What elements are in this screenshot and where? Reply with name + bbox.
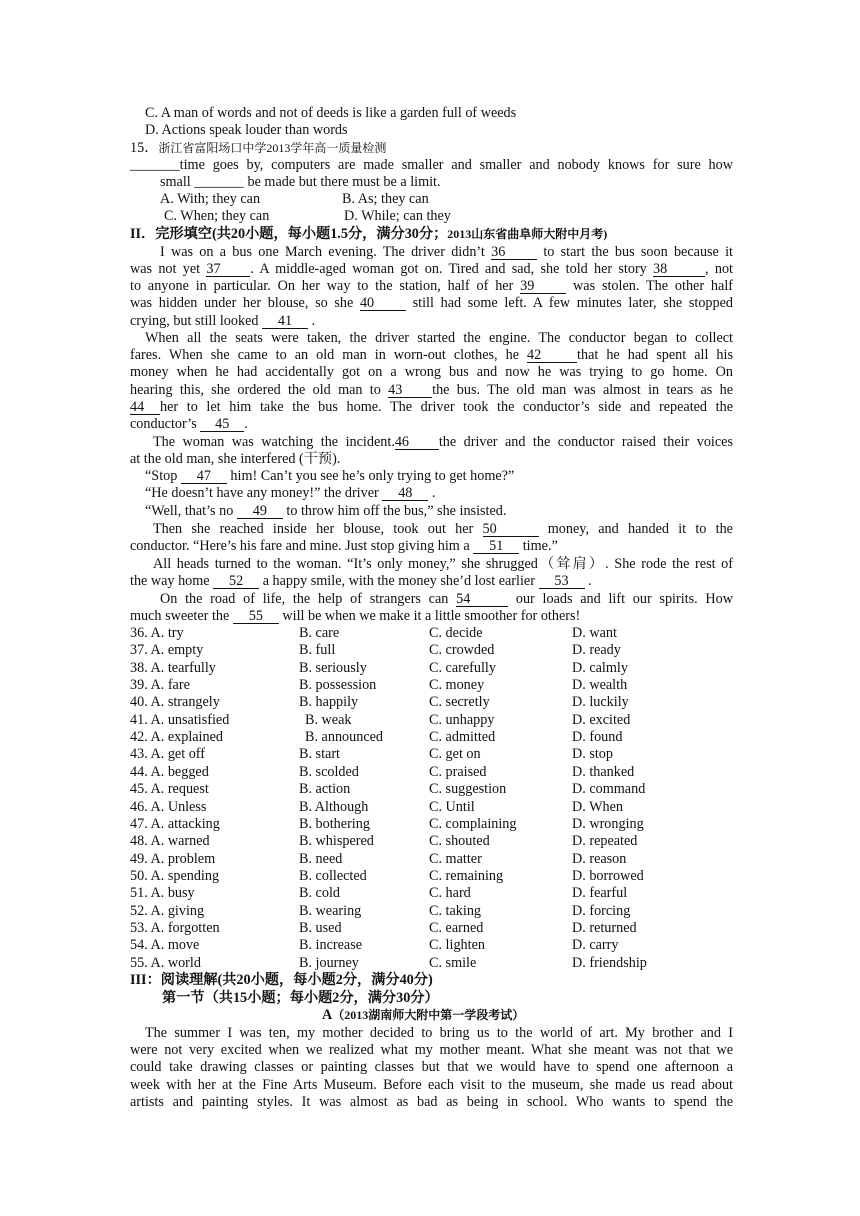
option-c: C. remaining	[429, 867, 504, 884]
question-source: 浙江省富阳场口中学2013学年高一质量检测	[158, 141, 387, 155]
option-d: D. command	[572, 781, 646, 798]
cloze-line: All heads turned to the woman. “It’s only money,” she shrugged（耸肩）. She rode the rest of	[153, 556, 733, 572]
option-d: D. returned	[572, 919, 637, 936]
option-c-line: C. A man of words and not of deeds is like a garden full of weeds	[145, 105, 517, 121]
option-a: 51. A. busy	[130, 885, 195, 902]
cloze-line: “Well, that’s no 49 to throw him off the bus,” she insisted.	[145, 503, 507, 519]
option-b: B. need	[299, 850, 343, 867]
option-b: B. start	[299, 746, 340, 763]
option-c: C. carefully	[429, 659, 496, 676]
option-b: B. full	[299, 642, 336, 659]
question-number: 15．	[130, 140, 159, 156]
cloze-line: On the road of life, the help of strangers can 54 our loads and lift our spirits. How	[160, 591, 733, 607]
option-d: D. repeated	[572, 833, 638, 850]
option-d: D. calmly	[572, 659, 628, 676]
option-d: D. excited	[572, 711, 631, 728]
option-c: C. decide	[429, 625, 483, 641]
blank-53: 53	[539, 574, 585, 589]
option-d: D. wronging	[572, 815, 644, 832]
option-c: C. unhappy	[429, 711, 495, 728]
blank-55: 55	[233, 609, 279, 624]
option-b: B. scolded	[299, 763, 359, 780]
cloze-line: “He doesn’t have any money!” the driver 48 .	[145, 485, 436, 501]
section-3-heading: III：阅读理解(共20小题，每小题2分，满分40分)	[130, 972, 433, 988]
cloze-line: the way home 52 a happy smile, with the money she’d lost earlier 53 .	[130, 573, 592, 589]
option-a: 40. A. strangely	[130, 694, 220, 711]
option-c: C. praised	[429, 763, 487, 780]
cloze-line: at the old man, she interfered (干预).	[130, 451, 341, 467]
q15-option-a: A. With; they can	[160, 191, 261, 207]
blank-37: 37	[206, 262, 250, 277]
blank-52: 52	[213, 574, 259, 589]
option-d: D. ready	[572, 642, 621, 659]
question-15-line-1: _______time goes by, computers are made smaller and smaller and nobody knows for sure how	[130, 157, 733, 173]
option-c: C. get on	[429, 746, 481, 763]
reading-line: week with her at the Fine Arts Museum. Before each visit to the museum, she made us read about	[130, 1077, 733, 1093]
option-c: C. smile	[429, 954, 477, 971]
option-a: 48. A. warned	[130, 833, 210, 850]
blank-46: 46	[395, 435, 439, 450]
blank-49: 49	[237, 504, 283, 519]
cloze-line: money when he had accidentally got on a wrong bus and now he was trying to go home. On	[130, 364, 733, 380]
reading-line: were not very excited when we realized what my mother meant. What she meant was not that we	[130, 1042, 733, 1058]
option-c: C. lighten	[429, 937, 485, 954]
option-a: 54. A. move	[130, 937, 200, 954]
q15-option-d: D. While; can they	[344, 208, 451, 224]
option-b: B. cold	[299, 885, 340, 902]
cloze-line: 44 her to let him take the bus home. The driver took the conductor’s side and repeated the	[130, 399, 733, 415]
blank-43: 43	[388, 383, 432, 398]
question-15-line-2: small _______ be made but there must be a limit.	[160, 174, 441, 190]
option-a: 53. A. forgotten	[130, 919, 220, 936]
reading-line: artists and painting styles. It was almost as bad as being in school. Who wants to spend the	[130, 1094, 733, 1110]
blank-44: 44	[130, 400, 160, 415]
passage-label: A（2013湖南师大附中第一学段考试）	[322, 1007, 525, 1023]
option-b: B. journey	[299, 954, 359, 971]
option-b: B. bothering	[299, 815, 370, 832]
option-c: C. hard	[429, 885, 471, 902]
option-d: D. want	[572, 625, 617, 641]
blank-45: 45	[200, 417, 244, 432]
option-a: 47. A. attacking	[130, 815, 220, 832]
option-d-line: D. Actions speak louder than words	[145, 122, 348, 138]
option-c: C. matter	[429, 850, 482, 867]
option-a: 36. A. try	[130, 625, 184, 641]
section-3-subheading: 第一节（共15小题；每小题2分，满分30分）	[162, 990, 439, 1006]
option-a: 50. A. spending	[130, 867, 220, 884]
option-d: D. friendship	[572, 954, 647, 971]
option-c: C. Until	[429, 798, 475, 815]
cloze-line: crying, but still looked 41 .	[130, 313, 316, 329]
option-d: D. stop	[572, 746, 613, 763]
option-d: D. luckily	[572, 694, 629, 711]
cloze-line: I was on a bus one March evening. The driver didn’t 36 to start the bus soon because it	[160, 244, 734, 260]
option-c: C. crowded	[429, 642, 495, 659]
cloze-line: conductor. “Here’s his fare and mine. Just stop giving him a 51 time.”	[130, 538, 558, 554]
cloze-line: fares. When she came to an old man in worn-out clothes, he 42 that he had spent all his	[130, 347, 733, 363]
option-b: B. seriously	[299, 659, 367, 676]
option-c: C. admitted	[429, 729, 496, 746]
blank-40: 40	[360, 296, 406, 311]
option-d: D. When	[572, 798, 623, 815]
option-a: 38. A. tearfully	[130, 659, 216, 676]
option-a: 49. A. problem	[130, 850, 216, 867]
option-c: C. complaining	[429, 815, 517, 832]
cloze-line: When all the seats were taken, the driver started the engine. The conductor began to collect	[145, 330, 733, 346]
option-d: D. wealth	[572, 677, 628, 694]
option-a: 37. A. empty	[130, 642, 204, 659]
option-b: B. wearing	[299, 902, 362, 919]
cloze-line: The woman was watching the incident.46 the driver and the conductor raised their voices	[153, 434, 733, 450]
option-a: 46. A. Unless	[130, 798, 207, 815]
cloze-line: much sweeter the 55 will be when we make it a little smoother for others!	[130, 608, 581, 624]
option-b: B. care	[299, 625, 340, 641]
option-b: B. happily	[299, 694, 359, 711]
option-b: B. action	[299, 781, 351, 798]
blank-41: 41	[262, 314, 308, 329]
option-b: B. announced	[305, 729, 384, 746]
option-c: C. earned	[429, 919, 484, 936]
option-c: C. shouted	[429, 833, 490, 850]
option-c: C. money	[429, 677, 485, 694]
blank-39: 39	[520, 279, 566, 294]
option-b: B. collected	[299, 867, 367, 884]
option-c: C. suggestion	[429, 781, 507, 798]
cloze-line: conductor’s 45 .	[130, 416, 248, 432]
section-2-heading: II．完形填空(共20小题，每小题1.5分，满分30分；2013山东省曲阜师大附中月考)	[130, 226, 608, 242]
q15-option-b: B. As; they can	[342, 191, 429, 207]
cloze-line: was not yet 37 . A middle-aged woman got on. Tired and sad, she told her story 38 , not	[130, 261, 733, 277]
option-a: 42. A. explained	[130, 729, 223, 746]
option-a: 52. A. giving	[130, 902, 205, 919]
blank-54: 54	[456, 592, 508, 607]
blank-47: 47	[181, 469, 227, 484]
option-a: 41. A. unsatisfied	[130, 711, 230, 728]
option-d: D. borrowed	[572, 867, 644, 884]
option-b: B. whispered	[299, 833, 374, 850]
option-a: 45. A. request	[130, 781, 209, 798]
option-d: D. thanked	[572, 763, 635, 780]
option-a: 44. A. begged	[130, 763, 209, 780]
option-d: D. reason	[572, 850, 627, 867]
blank-51: 51	[473, 539, 519, 554]
cloze-line: “Stop 47 him! Can’t you see he’s only trying to get home?”	[145, 468, 515, 484]
option-d: D. fearful	[572, 885, 628, 902]
question-15-header	[130, 140, 386, 157]
option-c: C. secretly	[429, 694, 490, 711]
option-d: D. found	[572, 729, 623, 746]
option-b: B. Although	[299, 798, 369, 815]
blank-42: 42	[527, 348, 577, 363]
reading-line: The summer I was ten, my mother decided to bring us to the world of art. My brother and I	[145, 1025, 733, 1041]
option-b: B. weak	[305, 711, 352, 728]
option-b: B. possession	[299, 677, 377, 694]
option-d: D. forcing	[572, 902, 631, 919]
option-a: 43. A. get off	[130, 746, 206, 763]
blank-48: 48	[382, 486, 428, 501]
reading-line: could take drawing classes or painting classes but that we would have to spend one afternoon a	[130, 1059, 733, 1075]
cloze-line: Then she reached inside her blouse, took out her 50 money, and handed it to the	[153, 521, 733, 537]
option-b: B. used	[299, 919, 342, 936]
option-d: D. carry	[572, 937, 619, 954]
blank-38: 38	[653, 262, 705, 277]
blank-50: 50	[483, 522, 539, 537]
blank-36: 36	[491, 245, 537, 260]
option-a: 55. A. world	[130, 954, 201, 971]
cloze-line: to anyone in particular. On her way to the station, half of her 39 was stolen. The other half	[130, 278, 733, 294]
cloze-line: hearing this, she ordered the old man to 43 the bus. The old man was almost in tears as he	[130, 382, 733, 398]
cloze-line: was hidden under her blouse, so she 40 still had some left. A few minutes later, she stopped	[130, 295, 733, 311]
option-c: C. taking	[429, 902, 482, 919]
option-b: B. increase	[299, 937, 363, 954]
option-a: 39. A. fare	[130, 677, 190, 694]
q15-option-c: C. When; they can	[164, 208, 270, 224]
